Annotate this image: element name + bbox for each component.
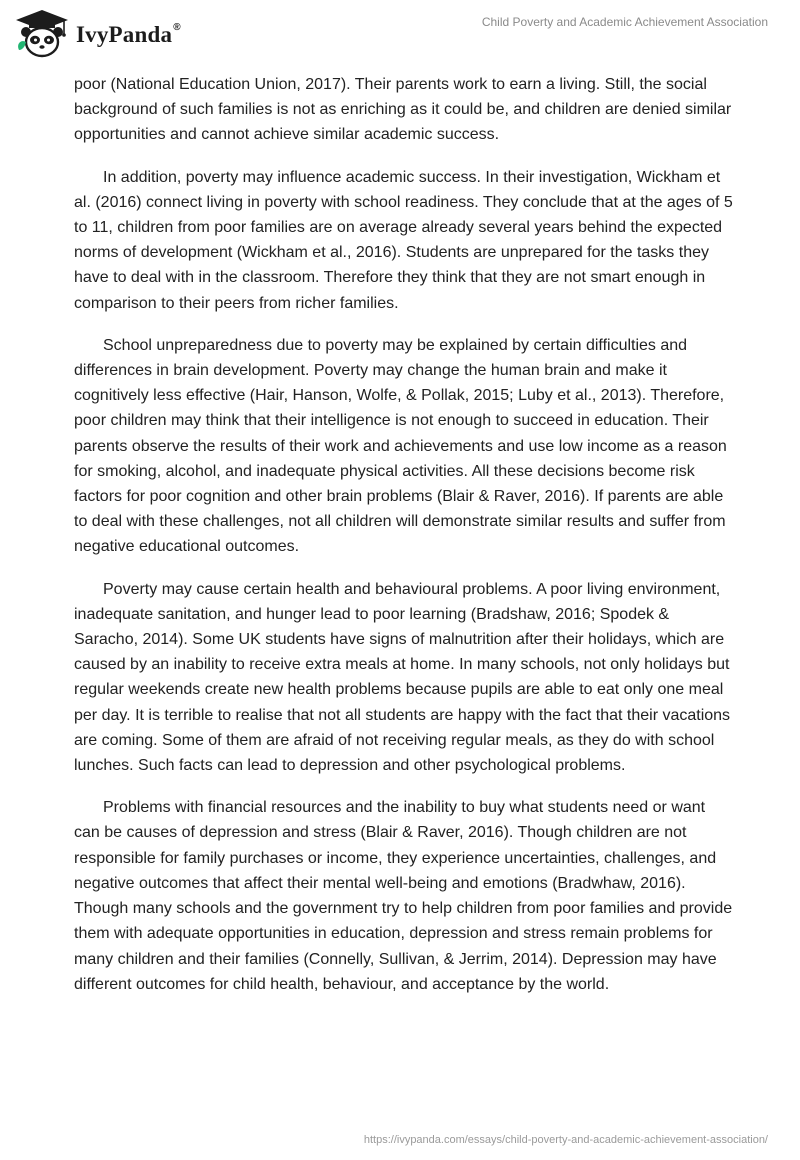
essay-body — [74, 72, 734, 1014]
paragraph: Problems with financial resources and the inability to buy what students need or want can be causes of depression and stress (Blair & Raver, 2016). Though children are not responsible for family purchases or income, they experience uncertainties, challenges, and negative outcomes that affect their mental well-being and emotions (Bradwhaw, 2016). Though many schools and the government try to help children from poor families and provide them with adequate opportunities in education, depression and stress remain problems for many children and their families (Connelly, Sullivan, & Jerrim, 2014). Depression may have different outcomes for child health, behaviour, and acceptance by the world. — [74, 799, 733, 993]
paragraph: poor (National Education Union, 2017). Their parents work to earn a living. Still, the social background of such families is not as enriching as it could be, and children are denied similar opportunities and cannot achieve similar academic success. — [74, 76, 732, 144]
paragraph: In addition, poverty may influence academic success. In their investigation, Wickham et al. (2016) connect living in poverty with school readiness. They conclude that at the ages of 5 to 11, children from poor families are on average already several years behind the expected norms of development (Wickham et al., 2016). Students are unprepared for the tasks they have to deal with in the classroom. Therefore they think that they are not smart enough in comparison to their peers from richer families. — [74, 168, 733, 312]
paragraph: School unpreparedness due to poverty may be explained by certain difficulties and differences in brain development. Poverty may change the human brain and make it cognitively less effective (Hair, Hanson, Wolfe, & Pollak, 2015; Luby et al., 2013). Therefore, poor children may think that their intelligence is not enough to succeed in education. Their parents observe the results of their work and achievements and use low income as a reason for smoking, alcohol, and inadequate physical activities. All these decisions become risk factors for poor cognition and other brain problems (Blair & Raver, 2016). If parents are able to deal with these challenges, not all children will demonstrate similar results and suffer from negative educational outcomes. — [74, 336, 727, 556]
ivypanda-logo[interactable] — [14, 8, 204, 60]
brand-name: IvyPanda® — [76, 22, 181, 47]
registered-mark: ® — [173, 22, 181, 34]
paragraph: Poverty may cause certain health and behavioural problems. A poor living environment, inadequate sanitation, and hunger lead to poor learning (Bradshaw, 2016; Spodek & Saracho, 2014). Some UK students have signs of malnutrition after their holidays, which are caused by an inability to receive extra meals at home. In many schools, not only holidays but regular weekends create new health problems because pupils are able to eat only one meal per day. It is terrible to realise that not all students are happy with the fact that their vacations are coming. Some of them are afraid of not receiving regular meals, as they do with school lunches. Such facts can lead to depression and other psychological problems. — [74, 580, 731, 775]
document-title: Child Poverty and Academic Achievement Association — [481, 15, 768, 29]
page-header — [0, 0, 800, 70]
panda-graduate-icon — [14, 8, 70, 60]
source-url[interactable]: https://ivypanda.com/essays/child-poverty-and-academic-achievement-association/ — [363, 1134, 768, 1146]
